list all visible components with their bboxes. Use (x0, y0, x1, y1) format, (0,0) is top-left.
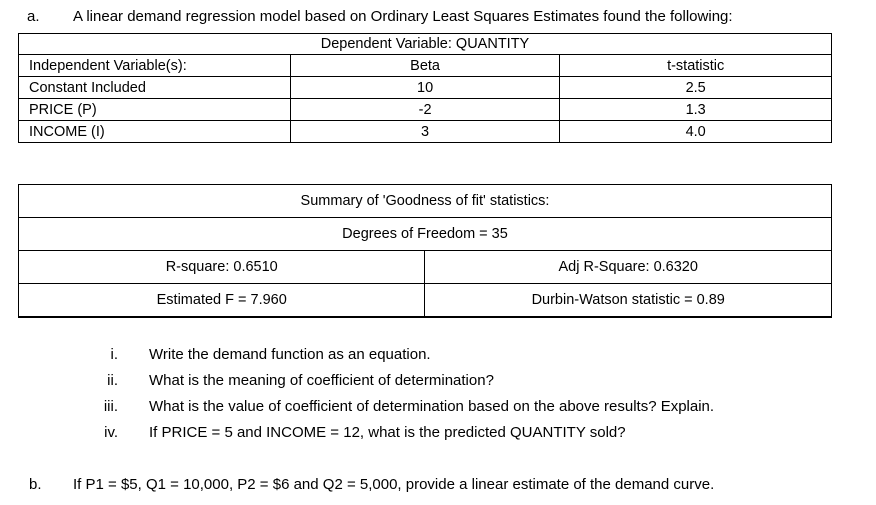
goodness-of-fit-table (18, 184, 832, 318)
part-a-label: a. (27, 8, 40, 25)
table-row (19, 77, 832, 99)
question-number: iii. (103, 398, 118, 415)
column-header: Independent Variable(s): (19, 55, 291, 77)
fit-table-title: Summary of 'Goodness of fit' statistics: (19, 185, 832, 218)
column-header: Beta (290, 55, 560, 77)
table-cell: 10 (290, 77, 560, 99)
question-number: ii. (107, 372, 118, 389)
column-header: t-statistic (560, 55, 832, 77)
table-row (19, 121, 832, 143)
table-cell: 2.5 (560, 77, 832, 99)
table-header-row (19, 55, 832, 77)
regression-table-title: Dependent Variable: QUANTITY (19, 34, 832, 55)
adj-r-square: Adj R-Square: 0.6320 (425, 251, 832, 284)
degrees-of-freedom: Degrees of Freedom = 35 (19, 218, 832, 251)
question-text: Write the demand function as an equation. (149, 346, 431, 363)
table-cell: 3 (290, 121, 560, 143)
part-b-text: If P1 = $5, Q1 = 10,000, P2 = $6 and Q2 = 5,000, provide a linear estimate of the demand curve. (73, 476, 715, 493)
question-number: i. (110, 346, 118, 363)
part-a-intro: A linear demand regression model based on Ordinary Least Squares Estimates found the following: (73, 8, 733, 25)
part-b-label: b. (29, 476, 42, 493)
table-cell: INCOME (I) (19, 121, 291, 143)
table-cell: 1.3 (560, 99, 832, 121)
durbin-watson: Durbin-Watson statistic = 0.89 (425, 284, 832, 318)
estimated-f: Estimated F = 7.960 (19, 284, 425, 318)
table-row (19, 99, 832, 121)
question-number: iv. (104, 424, 118, 441)
question-text: What is the value of coefficient of determination based on the above results? Explain. (149, 398, 715, 415)
table-cell: PRICE (P) (19, 99, 291, 121)
table-cell: 4.0 (560, 121, 832, 143)
question-text: What is the meaning of coefficient of determination? (149, 372, 494, 389)
table-cell: -2 (290, 99, 560, 121)
question-text: If PRICE = 5 and INCOME = 12, what is the predicted QUANTITY sold? (149, 424, 626, 441)
r-square: R-square: 0.6510 (19, 251, 425, 284)
table-cell: Constant Included (19, 77, 291, 99)
regression-table (18, 33, 832, 143)
